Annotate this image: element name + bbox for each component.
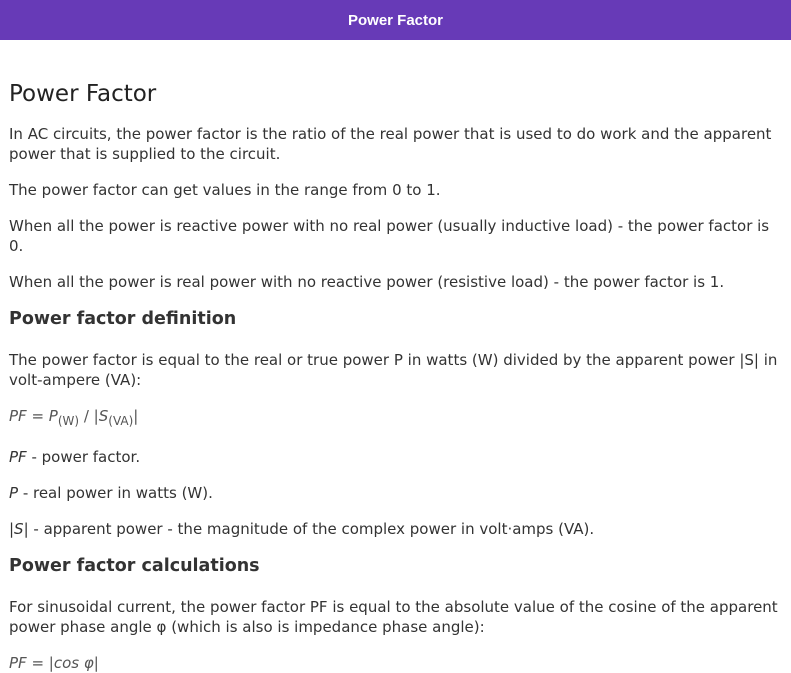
- pf-cos-formula: PF = |cos φ|: [9, 654, 99, 672]
- intro-paragraph: The power factor can get values in the range from 0 to 1.: [9, 181, 441, 199]
- article: [0, 80, 791, 673]
- term-definition: |S| - apparent power - the magnitude of the complex power in volt·amps (VA).: [9, 520, 595, 538]
- definition-text: The power factor is equal to the real or true power P in watts (W) divided by the apparent power |S| in volt-ampere (VA):: [9, 351, 778, 389]
- term-definition: PF - power factor.: [9, 448, 141, 466]
- intro-paragraph: When all the power is real power with no reactive power (resistive load) - the power factor is 1.: [9, 273, 725, 291]
- intro-paragraph: When all the power is reactive power with no real power (usually inductive load) - the power factor is 0.: [9, 217, 770, 255]
- term-definition: P - real power in watts (W).: [9, 484, 213, 502]
- section-heading-calculations: Power factor calculations: [9, 556, 260, 576]
- header-title: Power Factor: [347, 11, 444, 29]
- app-header: [0, 0, 791, 40]
- section-heading-definition: Power factor definition: [9, 309, 237, 329]
- pf-formula: PF = $P_{(W)} / |S_{(VA)}|$: [9, 407, 139, 428]
- page-title: Power Factor: [9, 81, 157, 107]
- calculations-text: For sinusoidal current, the power factor PF is equal to the absolute value of the cosine of the apparent power phase angle φ (which is also is impedance phase angle):: [9, 598, 778, 636]
- intro-paragraph: In AC circuits, the power factor is the ratio of the real power that is used to do work and the apparent power that is supplied to the circuit.: [9, 125, 772, 163]
